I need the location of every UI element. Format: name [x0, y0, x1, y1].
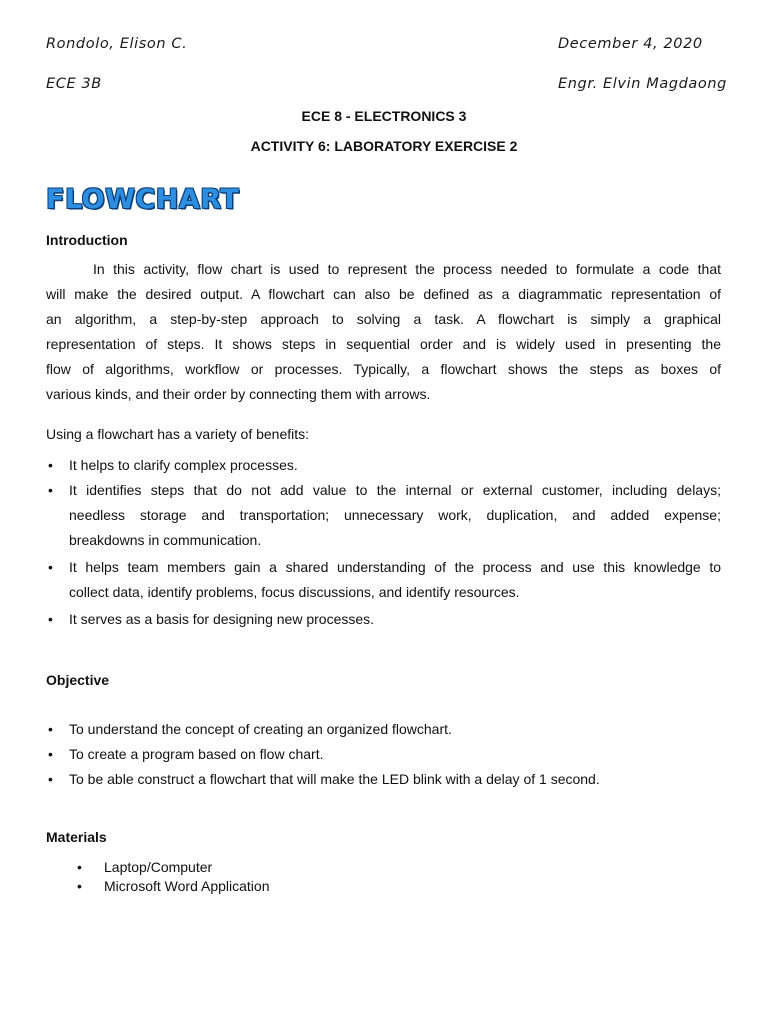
- benefits-lead: Using a flowchart has a variety of benefits:: [46, 426, 310, 442]
- introduction-heading: Introduction: [46, 232, 128, 248]
- bullet-icon: •: [48, 746, 53, 762]
- course-title: ECE 8 - ELECTRONICS 3: [301, 108, 467, 124]
- document-date: December 4, 2020: [558, 36, 703, 52]
- introduction-paragraph: [46, 257, 721, 407]
- student-name: Rondolo, Elison C.: [46, 36, 188, 52]
- paragraph-line: In this activity, flow chart is used to represent the process needed to formulate a code that: [93, 261, 721, 277]
- materials-heading: Materials: [46, 829, 107, 845]
- paragraph-line: an algorithm, a step-by-step approach to solving a task. A flowchart is simply a graphical: [46, 311, 721, 327]
- materials-list: [77, 858, 269, 896]
- paragraph-line: flow of algorithms, workflow or processes. Typically, a flowchart shows the steps as boxes of: [46, 361, 721, 377]
- bullet-icon: •: [48, 559, 53, 575]
- list-item: • Microsoft Word Application: [77, 878, 270, 894]
- bullet-icon: •: [48, 482, 53, 498]
- list-item: • It identifies steps that do not add value to the internal or external customer, including delays; needless storage and transportation; unnecessary work, duplication, and added expense; breakdowns in communication.: [46, 478, 721, 553]
- student-section: ECE 3B: [46, 76, 102, 92]
- paragraph-line: representation of steps. It shows steps in sequential order and is widely used in presenting the: [46, 336, 721, 352]
- bullet-icon: •: [77, 878, 82, 894]
- paragraph-line: various kinds, and their order by connecting them with arrows.: [46, 386, 431, 402]
- bullet-icon: •: [48, 611, 53, 627]
- bullet-icon: •: [48, 721, 53, 737]
- list-item: • To be able construct a flowchart that will make the LED blink with a delay of 1 second.: [46, 767, 721, 792]
- bullet-icon: •: [48, 771, 53, 787]
- instructor-name: Engr. Elvin Magdaong: [558, 76, 727, 92]
- bullet-icon: •: [77, 859, 82, 875]
- flowchart-wordart-logo: FLOWCHART: [46, 184, 240, 215]
- objective-heading: Objective: [46, 672, 110, 688]
- list-item: • Laptop/Computer: [77, 859, 213, 875]
- list-item: • It serves as a basis for designing new processes.: [46, 607, 721, 632]
- list-item: • It helps team members gain a shared understanding of the process and use this knowledge to collect data, identify problems, focus discussions, and identify resources.: [46, 555, 721, 605]
- list-item: • It helps to clarify complex processes.: [46, 453, 721, 478]
- paragraph-line: will make the desired output. A flowchart can also be defined as a diagrammatic representation of: [46, 286, 721, 302]
- benefits-list: [46, 453, 721, 632]
- list-item: • To create a program based on flow chart.: [46, 742, 721, 767]
- activity-title: ACTIVITY 6: LABORATORY EXERCISE 2: [250, 138, 518, 154]
- bullet-icon: •: [48, 457, 53, 473]
- list-item: • To understand the concept of creating an organized flowchart.: [46, 717, 721, 742]
- objective-list: [46, 717, 721, 792]
